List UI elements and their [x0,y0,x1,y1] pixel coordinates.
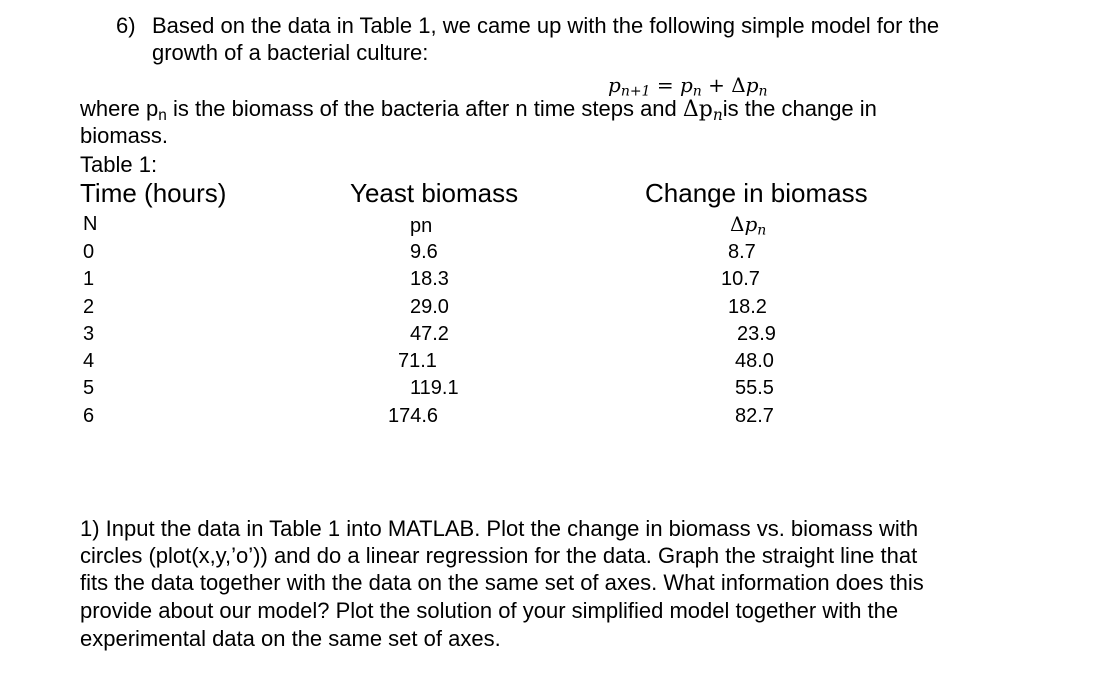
header-change: Change in biomass [645,178,868,208]
time-cell: 6 [83,404,95,427]
header-time: Time (hours) [80,178,227,208]
biomass-cell: 47.2 [410,322,449,345]
biomass-cell: 119.1 [410,377,459,400]
time-cell: 3 [83,322,95,345]
biomass-cell: 71.1 [398,350,437,373]
subheader-biomass: pn [410,215,433,237]
biomass-cell: 9.6 [410,241,438,263]
question-line4: provide about our model? Plot the solution of your simplified model together with the [80,598,899,623]
change-column [0,239,1098,430]
where-line2: biomass. [80,123,169,148]
header-biomass: Yeast biomass [350,178,519,208]
question-line5: experimental data on the same set of axes. [80,626,501,651]
time-cell: 4 [83,350,95,373]
change-cell: 82.7 [735,404,774,427]
problem-intro-line1: Based on the data in Table 1, we came up with the following simple model for the [152,13,940,38]
question-line3: fits the data together with the data on the same set of axes. What information does this [80,570,924,595]
time-cell: 0 [83,241,95,263]
change-cell: 18.2 [728,295,767,318]
biomass-cell: 18.3 [410,268,449,291]
time-cell: 5 [83,377,95,400]
change-cell: 23.9 [737,322,776,345]
biomass-cell: 174.6 [388,404,439,427]
where-line: where $p_n$ is the biomass of the bacteria after n time steps and $\Delta p_nis$ the change in [80,96,877,124]
change-cell: 8.7 [728,241,756,263]
change-cell: 55.5 [735,377,774,400]
change-cell: 48.0 [735,350,774,373]
time-cell: 2 [83,295,95,318]
table-caption: Table 1: [80,152,158,177]
problem-intro-line2: growth of a bacterial culture: [152,40,429,65]
biomass-cell: 29.0 [410,295,449,318]
subheader-change: $\Delta p_n$ [730,212,767,239]
question-line2: circles (plot(x,y,’o’)) and do a linear regression for the data. Graph the straight line that [80,543,918,568]
time-cell: 1 [83,268,95,291]
change-cell: 10.7 [721,268,760,291]
question-line1: 1) Input the data in Table 1 into MATLAB. Plot the change in biomass vs. biomass with [80,516,919,541]
subheader-time: N [83,213,98,235]
problem-number: 6) [116,13,136,38]
model-equation: $p_{n+1} = p_n + \Delta p_n$ [608,73,768,100]
